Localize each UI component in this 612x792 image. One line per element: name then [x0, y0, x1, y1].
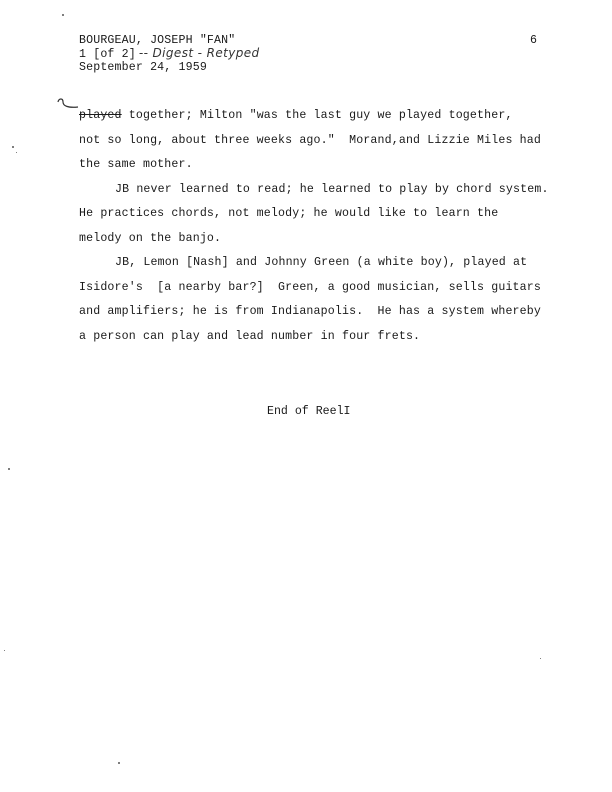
handwritten-annotation: -- Digest - Retyped	[138, 46, 260, 60]
interview-date: September 24, 1959	[79, 61, 207, 74]
scan-speck	[540, 658, 541, 659]
scan-speck	[16, 152, 17, 153]
paragraph-line: JB never learned to read; he learned to play by chord system.	[115, 182, 549, 196]
scan-speck	[118, 762, 120, 764]
document-body	[79, 104, 559, 349]
scan-speck	[4, 650, 5, 651]
interviewee-name: BOURGEAU, JOSEPH "FAN"	[79, 34, 236, 47]
paragraph-line: He practices chords, not melody; he would like to learn the	[79, 207, 499, 220]
reel-label: 1 [of 2]	[79, 48, 136, 61]
paragraph-line: a person can play and lead number in four frets.	[79, 329, 421, 343]
end-of-reel-note: End of ReelI	[267, 405, 351, 418]
struck-word: played	[79, 109, 122, 122]
paragraph-line: melody on the banjo.	[79, 231, 222, 245]
paragraph-line: played together; Milton "was the last guy we played together,	[79, 109, 513, 122]
reel-line	[79, 47, 260, 61]
paragraph-line: and amplifiers; he is from Indianapolis. He has a system whereby	[79, 305, 541, 318]
scan-speck	[12, 146, 14, 148]
handwritten-insertion-caret-icon	[56, 96, 80, 112]
page-number: 6	[530, 34, 537, 47]
scan-speck	[8, 468, 10, 470]
paragraph-line: the same mother.	[79, 158, 193, 171]
paragraph-line: Isidore's [a nearby bar?] Green, a good musician, sells guitars	[79, 280, 541, 294]
paragraph-line: JB, Lemon [Nash] and Johnny Green (a white boy), played at	[115, 256, 528, 269]
scan-speck	[62, 14, 64, 16]
document-header	[79, 34, 260, 74]
paragraph-line: not so long, about three weeks ago." Morand,and Lizzie Miles had	[79, 133, 541, 147]
